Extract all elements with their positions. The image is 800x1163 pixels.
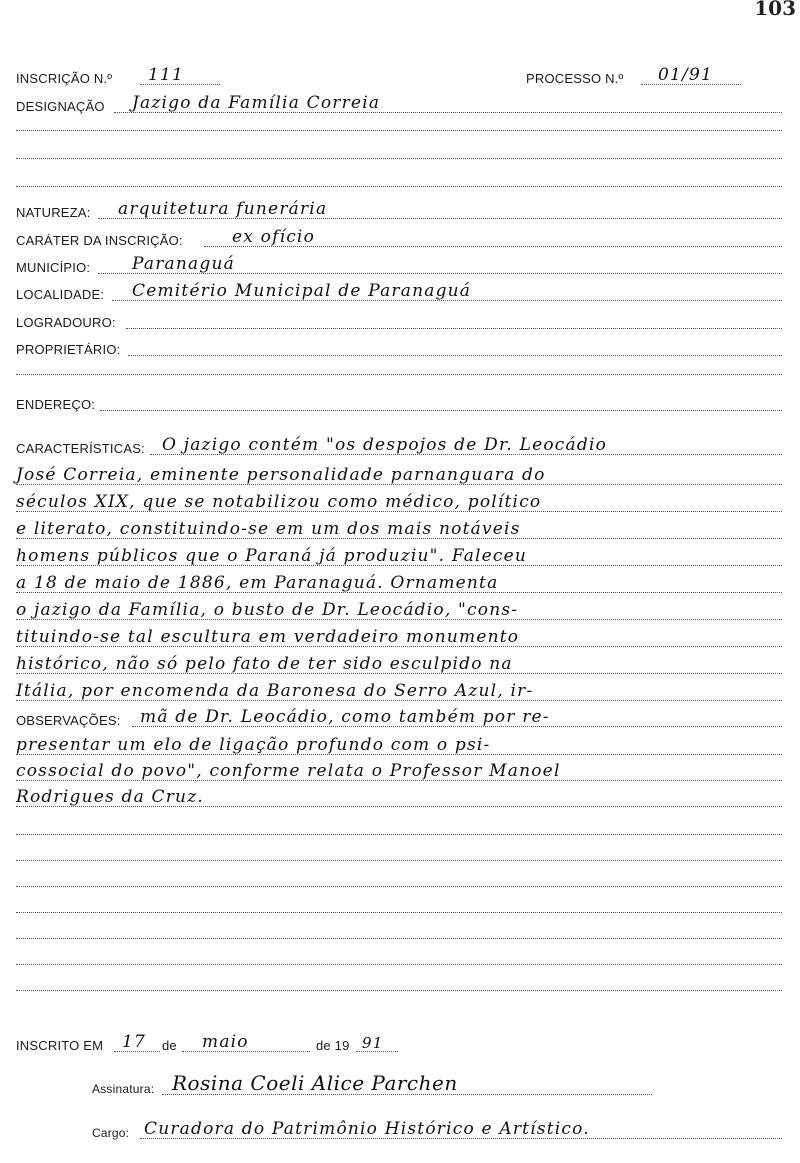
- blank-line: [16, 886, 782, 887]
- inscrito-day: 17: [122, 1032, 147, 1052]
- endereco-row: [16, 392, 782, 414]
- observacoes-text-line: [16, 784, 782, 810]
- municipio-value: Paranaguá: [132, 254, 235, 274]
- processo-value: 01/91: [658, 65, 713, 85]
- logradouro-label: LOGRADOURO:: [16, 315, 116, 330]
- proprietario-label: PROPRIETÁRIO:: [16, 342, 121, 357]
- proprietario-extra-line: [16, 374, 782, 375]
- endereco-dots: [100, 410, 782, 411]
- inscrito-month: maio: [202, 1032, 249, 1052]
- caracteristicas-line-7: o jazigo da Família, o busto de Dr. Leocádio, "cons-: [16, 600, 519, 620]
- caracteristicas-line-4: e literato, constituindo-se em um dos mais notáveis: [16, 519, 521, 539]
- blank-line: [16, 964, 782, 965]
- blank-line: [16, 834, 782, 835]
- processo-label: PROCESSO N.º: [526, 71, 624, 86]
- designacao-value: Jazigo da Família Correia: [132, 93, 381, 113]
- proprietario-row: [16, 337, 782, 359]
- observacoes-text-line: [16, 758, 782, 784]
- assinatura-row: [92, 1071, 652, 1098]
- localidade-value: Cemitério Municipal de Paranaguá: [132, 281, 472, 301]
- caracteristicas-label: CARACTERÍSTICAS:: [16, 441, 145, 456]
- caracteristicas-line-3: séculos XIX, que se notabilizou como médico, político: [16, 492, 542, 512]
- endereco-label: ENDEREÇO:: [16, 397, 96, 412]
- caracteristicas-line-1: O jazigo contém "os despojos de Dr. Leocádio: [162, 435, 608, 455]
- caracteristicas-text-line: [16, 462, 782, 488]
- inscrito-row: [16, 1033, 782, 1055]
- inscricao-value: 111: [148, 65, 185, 85]
- caracteristicas-line-10: Itália, por encomenda da Baronesa do Serro Azul, ir-: [16, 681, 534, 701]
- caracteristicas-line-9: histórico, não só pelo fato de ter sido esculpido na: [16, 654, 513, 674]
- caracteristicas-text-line: [16, 516, 782, 542]
- blank-line: [16, 912, 782, 913]
- designacao-extra-line-2: [16, 158, 782, 159]
- caracteristicas-text-line: [16, 489, 782, 515]
- caracteristicas-line-5: homens públicos que o Paraná já produziu". Faleceu: [16, 546, 528, 566]
- natureza-row: [16, 200, 782, 222]
- caracteristicas-text-line: [16, 570, 782, 596]
- inscrito-de-1: de: [162, 1038, 177, 1053]
- cargo-value: Curadora do Patrimônio Histórico e Artístico.: [144, 1119, 590, 1139]
- caracteristicas-row: [16, 436, 782, 458]
- designacao-row: [16, 94, 782, 116]
- logradouro-dots: [126, 328, 782, 329]
- observacoes-line-2: presentar um elo de ligação profundo com o psi-: [16, 735, 491, 755]
- caracteristicas-text-line: [16, 543, 782, 569]
- caracteristicas-text-line: [16, 624, 782, 650]
- inscrito-de-2: de 19: [316, 1038, 350, 1053]
- carater-value: ex ofício: [232, 227, 316, 247]
- municipio-label: MUNICÍPIO:: [16, 260, 91, 275]
- natureza-value: arquitetura funerária: [118, 199, 328, 219]
- blank-line: [16, 990, 782, 991]
- inscricao-row: [16, 66, 782, 88]
- carater-row: [16, 228, 782, 250]
- observacoes-line-1: mã de Dr. Leocádio, como também por re-: [140, 707, 550, 727]
- logradouro-row: [16, 310, 782, 332]
- localidade-row: [16, 282, 782, 304]
- caracteristicas-line-8: tituindo-se tal escultura em verdadeiro monumento: [16, 627, 520, 647]
- blank-line: [16, 938, 782, 939]
- cargo-label: Cargo:: [92, 1126, 130, 1140]
- caracteristicas-line-6: a 18 de maio de 1886, em Paranaguá. Ornamenta: [16, 573, 499, 593]
- observacoes-row: [16, 708, 782, 730]
- assinatura-signature: Rosina Coeli Alice Parchen: [172, 1071, 458, 1095]
- observacoes-line-4: Rodrigues da Cruz.: [16, 787, 204, 807]
- designacao-extra-line-3: [16, 186, 782, 187]
- inscrito-label: INSCRITO EM: [16, 1038, 104, 1053]
- blank-line: [16, 860, 782, 861]
- observacoes-label: OBSERVAÇÕES:: [16, 713, 121, 728]
- inscrito-year: 91: [362, 1034, 384, 1052]
- localidade-label: LOCALIDADE:: [16, 287, 105, 302]
- natureza-label: NATUREZA:: [16, 205, 91, 220]
- designacao-label: DESIGNAÇÃO: [16, 99, 105, 114]
- assinatura-label: Assinatura:: [92, 1082, 155, 1096]
- designacao-extra-line-1: [16, 130, 782, 131]
- cargo-row: [92, 1120, 782, 1142]
- inscricao-label: INSCRIÇÃO N.º: [16, 71, 113, 86]
- proprietario-dots: [128, 355, 782, 356]
- caracteristicas-text-line: [16, 651, 782, 677]
- observacoes-text-line: [16, 732, 782, 758]
- caracteristicas-text-line: [16, 597, 782, 623]
- page-number: 103: [754, 0, 796, 20]
- municipio-row: [16, 255, 782, 277]
- caracteristicas-line-2: José Correia, eminente personalidade parnanguara do: [16, 465, 546, 485]
- carater-label: CARÁTER DA INSCRIÇÃO:: [16, 233, 183, 248]
- caracteristicas-text-line: [16, 678, 782, 704]
- observacoes-line-3: cossocial do povo", conforme relata o Professor Manoel: [16, 761, 561, 781]
